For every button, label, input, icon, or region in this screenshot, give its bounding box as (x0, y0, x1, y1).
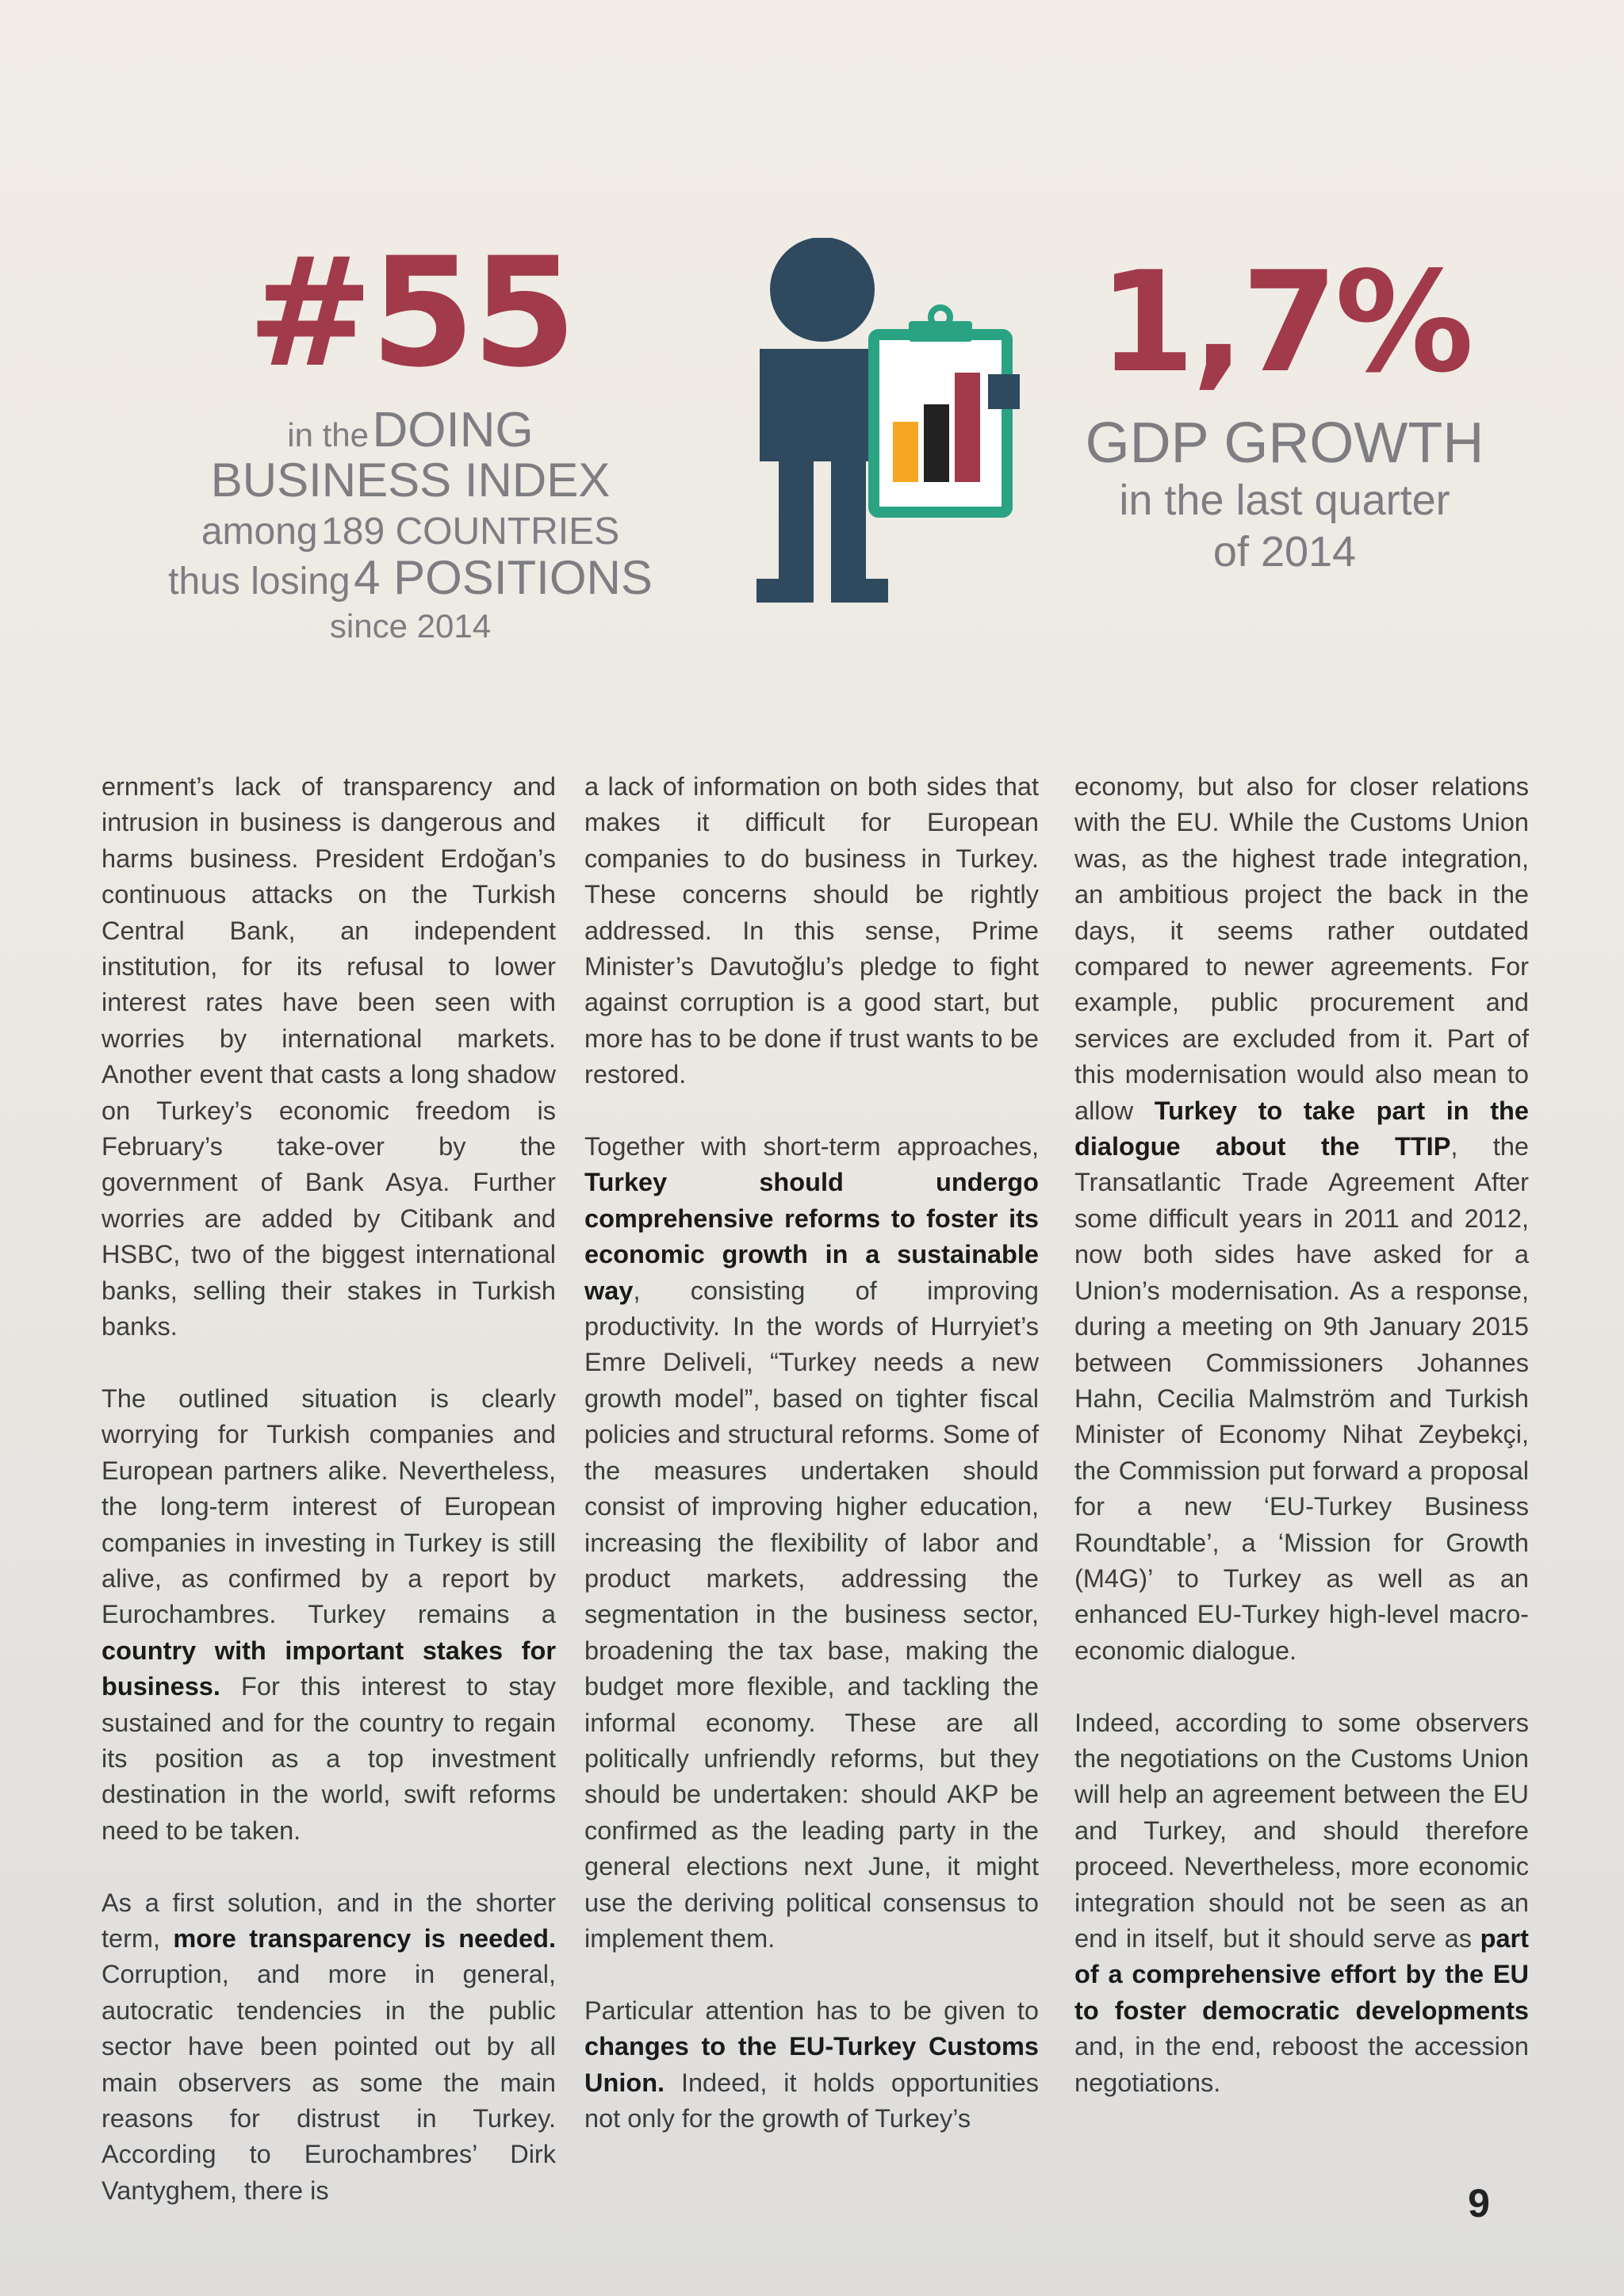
text-column-3 (1074, 769, 1529, 2101)
chart-bar-3 (955, 373, 980, 482)
positions-line (119, 551, 702, 604)
page-number: 9 (1468, 2181, 1490, 2225)
bold-text: part of a comprehensive effort by the EU to foster democratic developments (1074, 1923, 1529, 2025)
clipboard-clip-ring (931, 308, 950, 327)
bold-text: changes to the EU-Turkey Customs Union. (584, 2032, 1039, 2097)
thus-losing-text: thus losing (168, 561, 350, 603)
text-run: Together with short-term approaches, (584, 1132, 1039, 1161)
person-head (770, 238, 875, 342)
countries-line (119, 513, 702, 551)
doing-business-stat (119, 225, 702, 645)
bold-text: Turkey should undergo comprehensive reforms to foster its economic growth in a sustainable way (584, 1168, 1039, 1305)
gdp-subtitle-line1: in the last quarter (1119, 476, 1450, 524)
paragraph (1074, 1705, 1529, 2101)
text-run: For this interest to stay sustained and for the country to regain its position as a top investment destination in the world, swift reforms need to be taken. (102, 1672, 556, 1845)
gdp-number: 1,7% (1098, 243, 1471, 404)
bold-text: country with important stakes for business. (102, 1636, 556, 1701)
text-run: Indeed, it holds opportunities not only for the growth of Turkey’s (584, 2068, 1039, 2133)
paragraph (584, 1993, 1039, 2137)
paragraph: ernment’s lack of transparency and intrusion in business is dangerous and harms business. President Erdoğan’s continuous attacks on the Turkish Central Bank, an independent institution, for its refusal to lower interest rates have been seen with worries by international markets. Another event that casts a long shadow on Turkey’s economic freedom is February’s take-over by the government of Bank Asya. Further worries are added by Citibank and HSBC, two of the biggest international banks, selling their stakes in Turkish banks. (102, 772, 556, 1341)
text-run: Particular attention has to be given to (584, 1996, 1039, 2025)
paragraph (102, 1885, 556, 2210)
since-text: since 2014 (329, 607, 492, 645)
doing-text: DOING (372, 403, 534, 457)
bold-text: Turkey to take part in the dialogue about the TTIP (1074, 1096, 1529, 1161)
bold-text: more transparency is needed. (173, 1923, 557, 1953)
gdp-title: GDP GROWTH (1085, 411, 1484, 475)
doing-business-line (119, 403, 702, 457)
text-run: Indeed, according to some observers the negotiations on the Customs Union will help an agreement between the EU and Turkey, and should therefore proceed. Nevertheless, more economic integration should not be seen as an end in itself, but it should serve as (1074, 1708, 1529, 1953)
businessman-clipboard-chart-icon (745, 238, 1031, 610)
text-run: As a first solution, and in the shorter term, (102, 1888, 556, 1953)
text-run: , consisting of improving productivity. In the words of Hurryiet’s Emre Deliveli, “Turkey needs a new growth model”, based on tighter fiscal policies and structural reforms. Some of the measures undertaken should consist of improving higher education, increasing the flexibility of labor and product markets, addressing the segmentation in the business sector, broadening the tax base, making the budget more flexible, and tackling the informal economy. These are all politically unfriendly reforms, but they should be undertaken: should AKP be confirmed as the leading party in the general elections next June, it might use the deriving political consensus to implement them. (584, 1276, 1039, 1953)
in-the-text: in the (287, 416, 370, 453)
person-leg-right (831, 461, 866, 588)
text-column-1 (102, 769, 556, 2209)
paragraph (102, 1381, 556, 1849)
business-index-text: BUSINESS INDEX (210, 453, 611, 507)
text-run: and, in the end, reboost the accession negotiations. (1074, 2032, 1529, 2097)
paragraph: a lack of information on both sides that makes it difficult for European companies to do business in Turkey. These concerns should be rightly addressed. In this sense, Prime Minister’s Davutoğlu’s pledge to fight against corruption is a good start, but more has to be done if trust wants to be restored. (584, 772, 1039, 1089)
positions-text: 4 POSITIONS (354, 551, 653, 604)
text-run: , the Transatlantic Trade Agreement After some difficult years in 2011 and 2012, now both sides have asked for a Union’s modernisation. As a response, during a meeting on 9th January 2015 between Commissioners Johannes Hahn, Cecilia Malmström and Turkish Minister of Economy Nihat Zeybekçi, the Commission put forward a proposal for a new ‘EU-Turkey Business Roundtable’, a ‘Mission for Growth (M4G)’ to Turkey as well as an enhanced EU-Turkey high-level macro-economic dialogue. (1074, 1132, 1529, 1665)
person-foot-left (756, 579, 814, 603)
gdp-growth-stat (1071, 243, 1499, 576)
person-hand (988, 374, 1020, 409)
gdp-subtitle-line2: of 2014 (1212, 527, 1357, 576)
text-run: economy, but also for closer relations with the EU. While the Customs Union was, as the highest trade integration, an ambitious project the back in the days, it seems rather outdated compared to newer agreements. For example, public procurement and services are excluded from it. Part of this modernisation would also mean to allow (1074, 772, 1529, 1125)
person-leg-left (779, 461, 814, 588)
person-foot-right (831, 579, 888, 603)
person-torso (760, 349, 885, 461)
paragraph (584, 1129, 1039, 1957)
paragraph (1074, 769, 1529, 1669)
chart-bar-1 (893, 422, 918, 482)
chart-bar-2 (924, 404, 949, 482)
text-column-2 (584, 769, 1039, 2137)
among-text: among (201, 511, 318, 553)
rank-number: #55 (247, 225, 574, 400)
text-run: Corruption, and more in general, autocratic tendencies in the public sector have been pointed out by all main observers as some the main reasons for distrust in Turkey. According to Eurochambres’ Dirk Vantyghem, there is (102, 1960, 556, 2205)
countries-text: 189 COUNTRIES (321, 511, 620, 553)
text-run: The outlined situation is clearly worrying for Turkish companies and European partners alike. Nevertheless, the long-term interest of European companies in investing in Turkey is still alive, as confirmed by a report by Eurochambres. Turkey remains a (102, 1383, 556, 1629)
